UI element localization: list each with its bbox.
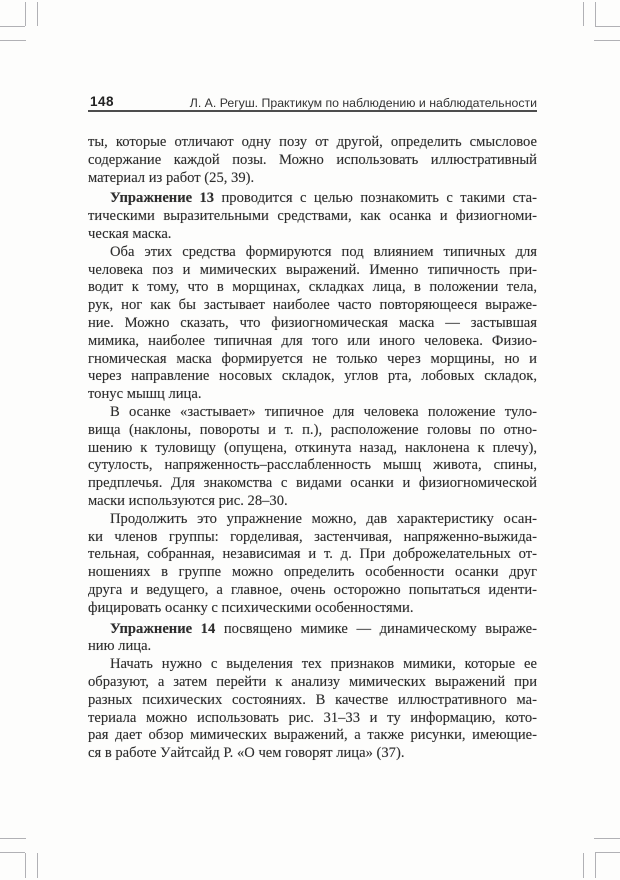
running-title: Л. А. Регуш. Практикум по наблюдению и наблюдательности (189, 96, 537, 110)
text-line: мимика, наиболее типичная для того или иного человека. Физио- (88, 332, 537, 349)
paragraph (88, 621, 537, 657)
text-line: териала можно использовать рис. 31–33 и ту информацию, кото- (88, 709, 537, 726)
text-line: ты, которые отличают одну позу от другой, определить смысловое (88, 134, 537, 150)
crop-mark (0, 838, 26, 839)
paragraph (88, 656, 537, 763)
text-line: образуют, а затем перейти к анализу мимических выражений при (88, 673, 537, 690)
text-line: ние. Можно сказать, что физиогномическая маска — застывшая (88, 314, 537, 331)
crop-mark (0, 40, 26, 41)
text-line: Начать нужно с выделения тех признаков мимики, которые ее (110, 656, 537, 673)
crop-mark (0, 852, 25, 853)
paragraph (88, 190, 537, 243)
crop-mark (37, 2, 38, 26)
text-line: предплечья. Для знакомства с видами осанки и физиогномической (88, 475, 537, 492)
text-line: тельная, собранная, независимая и т. д. При доброжелательных от- (88, 546, 537, 563)
crop-mark (595, 853, 596, 878)
text-line: гномическая маска формируется не только через морщины, но и (88, 350, 537, 367)
text-line: ки членов группы: горделивая, застенчивая, напряженно-выжида- (88, 528, 537, 545)
crop-mark (595, 26, 620, 27)
crop-mark (25, 853, 26, 878)
text-line: водит к тому, что в морщинах, складках лица, в положении тела, (88, 279, 537, 296)
text-block (88, 134, 537, 763)
text-line: фицировать осанку с психическими особенностями. (88, 599, 414, 616)
header-rule (88, 110, 537, 112)
text-line: сутулость, напряженность–расслабленность мышц живота, спины, (88, 457, 537, 474)
crop-mark (25, 2, 26, 26)
text-line: Оба этих средства формируются под влиянием типичных для (110, 243, 537, 260)
crop-mark (583, 2, 584, 26)
text-line: В осанке «застывает» типичное для человека положение туло- (110, 403, 537, 420)
text-line: разных психических состояниях. В качестве иллюстративного ма- (88, 691, 537, 708)
text-line: Упражнение 13 проводится с целью познакомить с такими ста- (110, 190, 537, 207)
text-line: Продолжить это упражнение можно, дав характеристику осан- (110, 510, 537, 527)
text-line: маски используются рис. 28–30. (88, 492, 288, 509)
text-line: материал из работ (25, 39). (88, 169, 255, 186)
text-line: друга и ведущего, а главное, очень осторожно попытаться иденти- (88, 581, 537, 598)
text-line: ся в работе Уайтсайд Р. «О чем говорят лица» (37). (88, 745, 405, 762)
text-line: рая дает обзор мимических выражений, а также рисунки, имеющие- (88, 727, 537, 744)
text-line: тонус мышц лица. (88, 386, 202, 403)
paragraph (88, 134, 537, 187)
text-line: содержание каждой позы. Можно использовать иллюстративный (88, 151, 537, 168)
crop-mark (594, 40, 620, 41)
text-line: рук, ног как бы застывает наиболее часто повторяющееся выраже- (88, 297, 537, 314)
paragraph (88, 404, 537, 511)
crop-mark (0, 26, 25, 27)
text-line: через направление носовых складок, углов рта, лобовых складок, (88, 368, 537, 385)
text-line: нию лица. (88, 638, 152, 655)
crop-mark (583, 853, 584, 878)
crop-mark (37, 853, 38, 878)
text-line: шению к туловищу (опущена, откинута назад, наклонена к плечу), (88, 439, 537, 456)
paragraph (88, 511, 537, 618)
text-line: ношениях в группе можно определить особенности осанки друг (88, 564, 537, 581)
text-line: Упражнение 14 посвящено мимике — динамическому выраже- (110, 620, 537, 637)
text-line: человека поз и мимических выражений. Именно типичность при- (88, 261, 537, 278)
text-line: ческая маска. (88, 225, 172, 242)
paragraph (88, 244, 537, 404)
crop-mark (595, 2, 596, 26)
page-number: 148 (90, 94, 115, 109)
crop-mark (594, 838, 620, 839)
text-line: тическими выразительными средствами, как осанка и физиогноми- (88, 208, 537, 225)
text-line: вища (наклоны, повороты и т. п.), расположение головы по отно- (88, 421, 537, 438)
crop-mark (595, 852, 620, 853)
